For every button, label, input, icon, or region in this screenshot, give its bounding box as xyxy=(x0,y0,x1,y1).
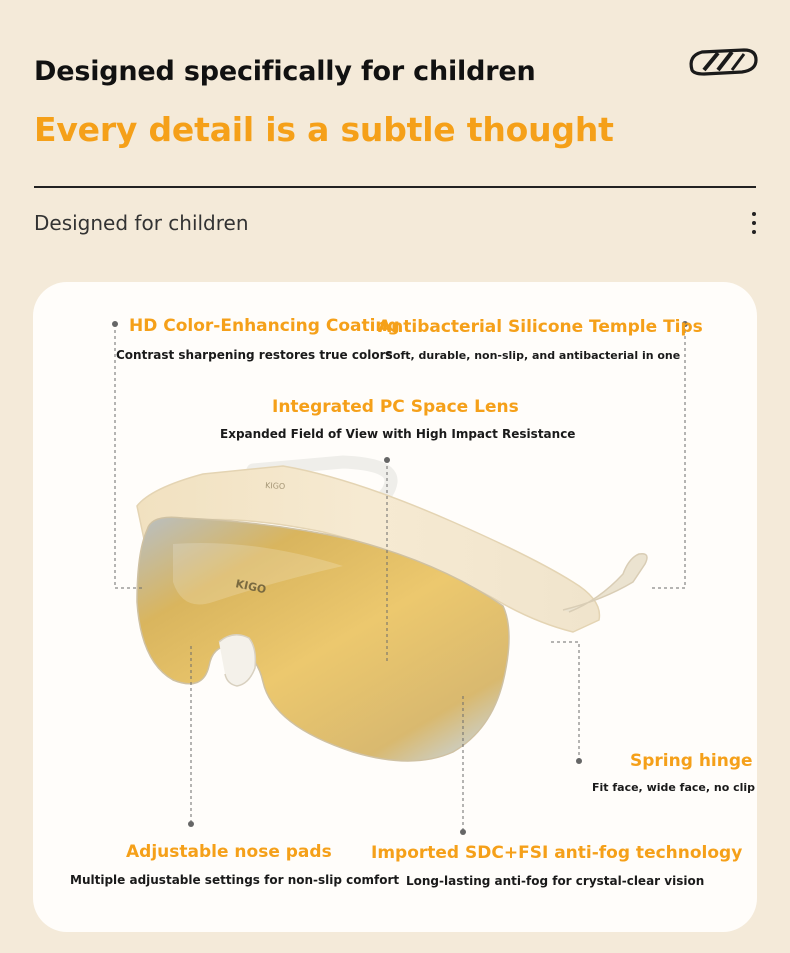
callout-dot-nose xyxy=(188,821,194,827)
feature-nose-desc: Multiple adjustable settings for non-slip comfort xyxy=(70,873,400,887)
callout-dot-antifog xyxy=(460,829,466,835)
callout-dot-coating xyxy=(112,321,118,327)
frame-brand-mark: KIGO xyxy=(264,481,286,492)
feature-temple-label: Antibacterial Silicone Temple Tips xyxy=(378,317,703,337)
more-vertical-icon[interactable] xyxy=(748,212,760,240)
callout-dot-hinge xyxy=(576,758,582,764)
brand-logo-icon xyxy=(684,44,760,78)
feature-card xyxy=(33,282,757,932)
feature-nose-label: Adjustable nose pads xyxy=(126,842,332,862)
feature-hinge-desc: Fit face, wide face, no clip xyxy=(592,781,756,794)
divider xyxy=(34,186,756,188)
feature-lens-desc: Expanded Field of View with High Impact Resistance xyxy=(220,427,576,441)
feature-temple-desc: Soft, durable, non-slip, and antibacterial in one xyxy=(385,349,681,362)
feature-coating-label: HD Color-Enhancing Coating xyxy=(129,316,400,336)
callout-dot-lens xyxy=(384,457,390,463)
feature-hinge-label: Spring hinge xyxy=(630,751,753,771)
feature-coating-desc: Contrast sharpening restores true colors xyxy=(116,348,393,362)
lens-brand-mark: KIGO xyxy=(234,577,268,597)
subheadline: Every detail is a subtle thought xyxy=(34,110,614,149)
feature-antifog-desc: Long-lasting anti-fog for crystal-clear vision xyxy=(406,874,705,888)
sunglasses-illustration xyxy=(33,282,757,932)
feature-lens-label: Integrated PC Space Lens xyxy=(272,397,519,417)
headline: Designed specifically for children xyxy=(34,56,536,87)
feature-antifog-label: Imported SDC+FSI anti-fog technology xyxy=(371,843,743,863)
section-title: Designed for children xyxy=(34,211,249,235)
